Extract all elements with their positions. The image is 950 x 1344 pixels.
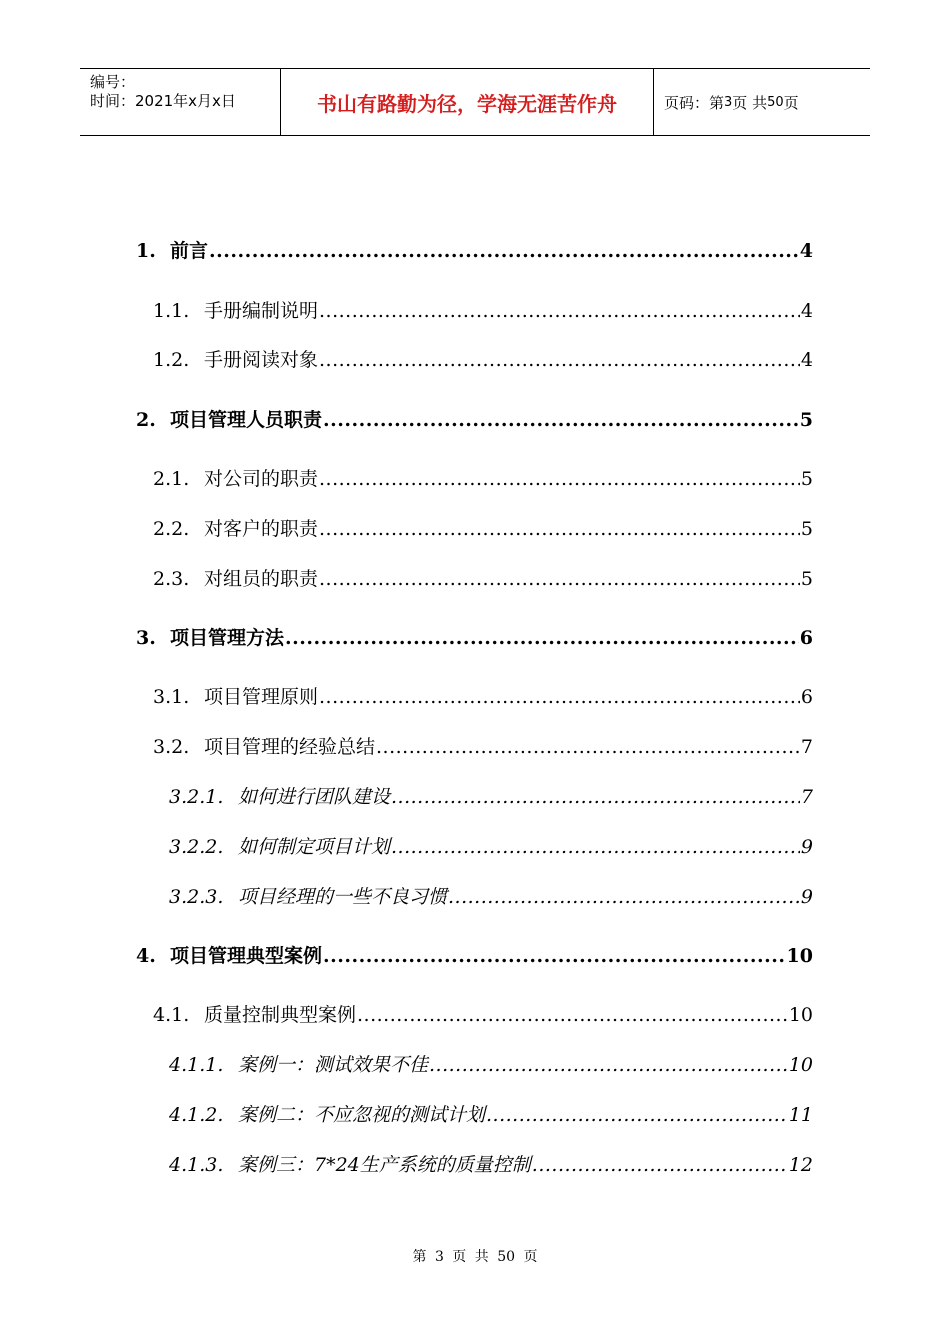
toc-page: 7 bbox=[800, 736, 813, 758]
toc-title: 项目经理的一些不良习惯 bbox=[238, 886, 448, 908]
toc-number: 3.1. bbox=[153, 686, 190, 708]
toc-number: 3.2.1. bbox=[169, 786, 224, 808]
toc-number: 1.1. bbox=[153, 300, 190, 322]
toc-entry[interactable] bbox=[153, 461, 813, 491]
toc-page: 6 bbox=[799, 627, 813, 649]
toc-leader bbox=[323, 944, 786, 968]
toc-number: 3.2.3. bbox=[169, 886, 224, 908]
toc-number: 1.2. bbox=[153, 349, 190, 371]
toc-number: 4.1.2. bbox=[169, 1104, 224, 1126]
toc-number: 4. bbox=[136, 945, 156, 967]
toc-entry[interactable] bbox=[136, 233, 813, 263]
toc-leader bbox=[319, 517, 800, 541]
toc-number: 4.1.1. bbox=[169, 1054, 224, 1076]
toc-page: 5 bbox=[800, 468, 813, 490]
toc-title: 项目管理典型案例 bbox=[170, 945, 323, 967]
page-total: 50 bbox=[767, 94, 784, 110]
toc-page: 4 bbox=[800, 349, 813, 371]
toc-title: 手册编制说明 bbox=[204, 300, 319, 322]
toc-leader bbox=[376, 735, 800, 759]
toc-title: 案例一：测试效果不佳 bbox=[238, 1054, 429, 1076]
toc-number: 2. bbox=[136, 409, 156, 431]
toc-number: 3.2. bbox=[153, 736, 190, 758]
toc-page: 6 bbox=[800, 686, 813, 708]
toc-title: 手册阅读对象 bbox=[204, 349, 319, 371]
toc-entry[interactable] bbox=[169, 1147, 813, 1177]
toc-page: 9 bbox=[800, 836, 813, 858]
time-label: 时间：2021年x月x日 bbox=[90, 92, 236, 110]
toc-number: 2.1. bbox=[153, 468, 190, 490]
toc-leader bbox=[391, 785, 800, 809]
toc-entry[interactable] bbox=[136, 938, 813, 968]
toc-title: 项目管理原则 bbox=[204, 686, 319, 708]
toc-page: 10 bbox=[788, 1004, 813, 1026]
toc-title: 项目管理方法 bbox=[170, 627, 285, 649]
toc-entry[interactable] bbox=[153, 511, 813, 541]
toc-leader bbox=[429, 1053, 788, 1077]
header-motto: 书山有路勤为径，学海无涯苦作舟 bbox=[281, 69, 654, 135]
toc-leader bbox=[319, 467, 800, 491]
toc-title: 对组员的职责 bbox=[204, 568, 319, 590]
toc-entry[interactable] bbox=[169, 1047, 813, 1077]
toc-title: 前言 bbox=[170, 240, 209, 262]
toc-title: 质量控制典型案例 bbox=[204, 1004, 357, 1026]
toc-leader bbox=[319, 348, 800, 372]
toc-leader bbox=[391, 835, 800, 859]
toc-page: 11 bbox=[788, 1104, 813, 1126]
toc-number: 3.2.2. bbox=[169, 836, 224, 858]
header-meta bbox=[80, 69, 281, 135]
toc-title: 案例二：不应忽视的测试计划 bbox=[238, 1104, 486, 1126]
toc-number: 4.1.3. bbox=[169, 1154, 224, 1176]
page-number: 3 bbox=[724, 94, 733, 110]
toc-entry[interactable] bbox=[153, 729, 813, 759]
toc-number: 2.3. bbox=[153, 568, 190, 590]
page-header bbox=[80, 68, 870, 136]
toc-title: 如何制定项目计划 bbox=[238, 836, 391, 858]
toc-leader bbox=[357, 1003, 788, 1027]
toc-number: 4.1. bbox=[153, 1004, 190, 1026]
header-page-info bbox=[654, 69, 870, 135]
toc-leader bbox=[319, 567, 800, 591]
toc-page: 10 bbox=[786, 945, 813, 967]
toc-page: 4 bbox=[800, 300, 813, 322]
toc-title: 对公司的职责 bbox=[204, 468, 319, 490]
toc-leader bbox=[209, 239, 799, 263]
toc-page: 4 bbox=[799, 240, 813, 262]
toc-entry[interactable] bbox=[169, 879, 813, 909]
serial-label: 编号： bbox=[90, 73, 136, 91]
toc-entry[interactable] bbox=[153, 342, 813, 372]
toc-title: 对客户的职责 bbox=[204, 518, 319, 540]
toc-entry[interactable] bbox=[169, 779, 813, 809]
toc-page: 9 bbox=[800, 886, 813, 908]
toc-page: 10 bbox=[788, 1054, 813, 1076]
toc-entry[interactable] bbox=[169, 1097, 813, 1127]
page-footer: 第 3 页 共 50 页 bbox=[412, 1249, 538, 1265]
toc-entry[interactable] bbox=[153, 679, 813, 709]
toc-title: 如何进行团队建设 bbox=[238, 786, 391, 808]
toc-entry[interactable] bbox=[136, 620, 813, 650]
toc-entry[interactable] bbox=[153, 293, 813, 323]
toc-page: 7 bbox=[800, 786, 813, 808]
toc-number: 2.2. bbox=[153, 518, 190, 540]
toc-entry[interactable] bbox=[153, 561, 813, 591]
toc-entry[interactable] bbox=[169, 829, 813, 859]
toc-page: 12 bbox=[788, 1154, 813, 1176]
toc-entry[interactable] bbox=[136, 402, 813, 432]
toc-page: 5 bbox=[800, 568, 813, 590]
toc-leader bbox=[319, 299, 800, 323]
page-prefix: 页码：第 bbox=[664, 93, 725, 112]
toc-leader bbox=[319, 685, 800, 709]
toc-leader bbox=[532, 1153, 788, 1177]
page-suffix: 页 bbox=[783, 93, 799, 112]
toc-page: 5 bbox=[800, 518, 813, 540]
toc-title: 项目管理人员职责 bbox=[170, 409, 323, 431]
toc-leader bbox=[486, 1103, 788, 1127]
toc-leader bbox=[323, 408, 799, 432]
page-mid: 页 共 bbox=[732, 93, 768, 112]
toc-title: 案例三：7*24生产系统的质量控制 bbox=[238, 1154, 531, 1176]
toc-number: 1. bbox=[136, 240, 156, 262]
toc-number: 3. bbox=[136, 627, 156, 649]
toc-leader bbox=[448, 885, 800, 909]
toc-title: 项目管理的经验总结 bbox=[204, 736, 376, 758]
toc-entry[interactable] bbox=[153, 997, 813, 1027]
toc-page: 5 bbox=[799, 409, 813, 431]
toc-leader bbox=[285, 626, 799, 650]
